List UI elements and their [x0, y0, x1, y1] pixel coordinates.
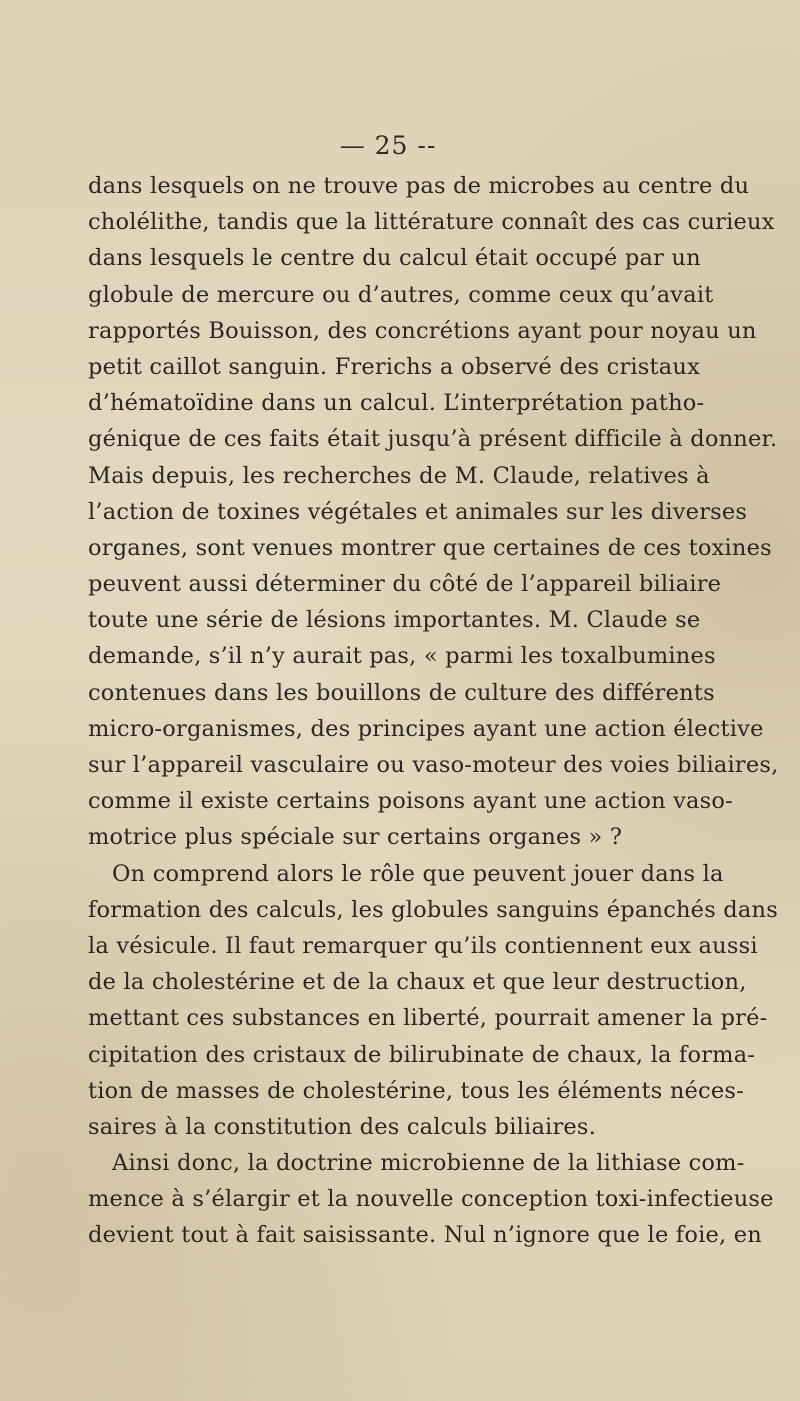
text-line: cipitation des cristaux de bilirubinate de chaux, la forma- — [88, 1041, 756, 1068]
text-line: la vésicule. Il faut remarquer qu’ils contiennent eux aussi — [88, 932, 758, 959]
text-line: rapportés Bouisson, des concrétions ayant pour noyau un — [88, 317, 757, 344]
text-line: d’hématoïdine dans un calcul. L’interprétation patho- — [88, 390, 705, 417]
text-line: cholélithe, tandis que la littérature connaît des cas curieux — [88, 209, 775, 236]
text-line: micro-organismes, des principes ayant une action élective — [88, 715, 764, 742]
text-line: globule de mercure ou d’autres, comme ceux qu’avait — [88, 281, 714, 308]
text-line: génique de ces faits était jusqu’à présent difficile à donner. — [88, 426, 778, 453]
text-line: de la cholestérine et de la chaux et que leur destruction, — [88, 969, 747, 996]
text-line: comme il existe certains poisons ayant une action vaso- — [88, 788, 733, 815]
text-line: Ainsi donc, la doctrine microbienne de la lithiase com- — [112, 1150, 745, 1177]
text-line: dans lesquels on ne trouve pas de microbes au centre du — [88, 173, 750, 199]
text-line: dans lesquels le centre du calcul était occupé par un — [88, 245, 701, 272]
page-number: — 25 -- — [339, 131, 437, 160]
body-text — [88, 168, 779, 1254]
text-line: On comprend alors le rôle que peuvent jouer dans la — [112, 860, 724, 887]
text-line: saires à la constitution des calculs biliaires. — [88, 1113, 597, 1140]
text-line: demande, s’il n’y aurait pas, « parmi les toxalbumines — [88, 643, 716, 670]
text-line: contenues dans les bouillons de culture des différents — [88, 679, 715, 706]
text-line: sur l’appareil vasculaire ou vaso-moteur des voies biliaires, — [88, 752, 779, 778]
text-line: formation des calculs, les globules sanguins épanchés dans — [88, 896, 778, 923]
text-line: motrice plus spéciale sur certains organes » ? — [88, 824, 623, 851]
text-line: l’action de toxines végétales et animales sur les diverses — [88, 498, 748, 525]
text-line: mence à s’élargir et la nouvelle conception toxi-infectieuse — [88, 1186, 774, 1213]
text-line: petit caillot sanguin. Frerichs a observé des cristaux — [88, 353, 700, 380]
text-line: Mais depuis, les recherches de M. Claude, relatives à — [88, 462, 710, 489]
text-line: toute une série de lésions importantes. M. Claude se — [88, 607, 701, 634]
text-line: tion de masses de cholestérine, tous les éléments néces- — [88, 1077, 744, 1104]
text-line: devient tout à fait saisissante. Nul n’ignore que le foie, en — [88, 1222, 762, 1249]
text-line: mettant ces substances en liberté, pourrait amener la pré- — [88, 1005, 768, 1032]
text-line: organes, sont venues montrer que certaines de ces toxines — [88, 534, 772, 561]
text-line: peuvent aussi déterminer du côté de l’appareil biliaire — [88, 571, 722, 598]
